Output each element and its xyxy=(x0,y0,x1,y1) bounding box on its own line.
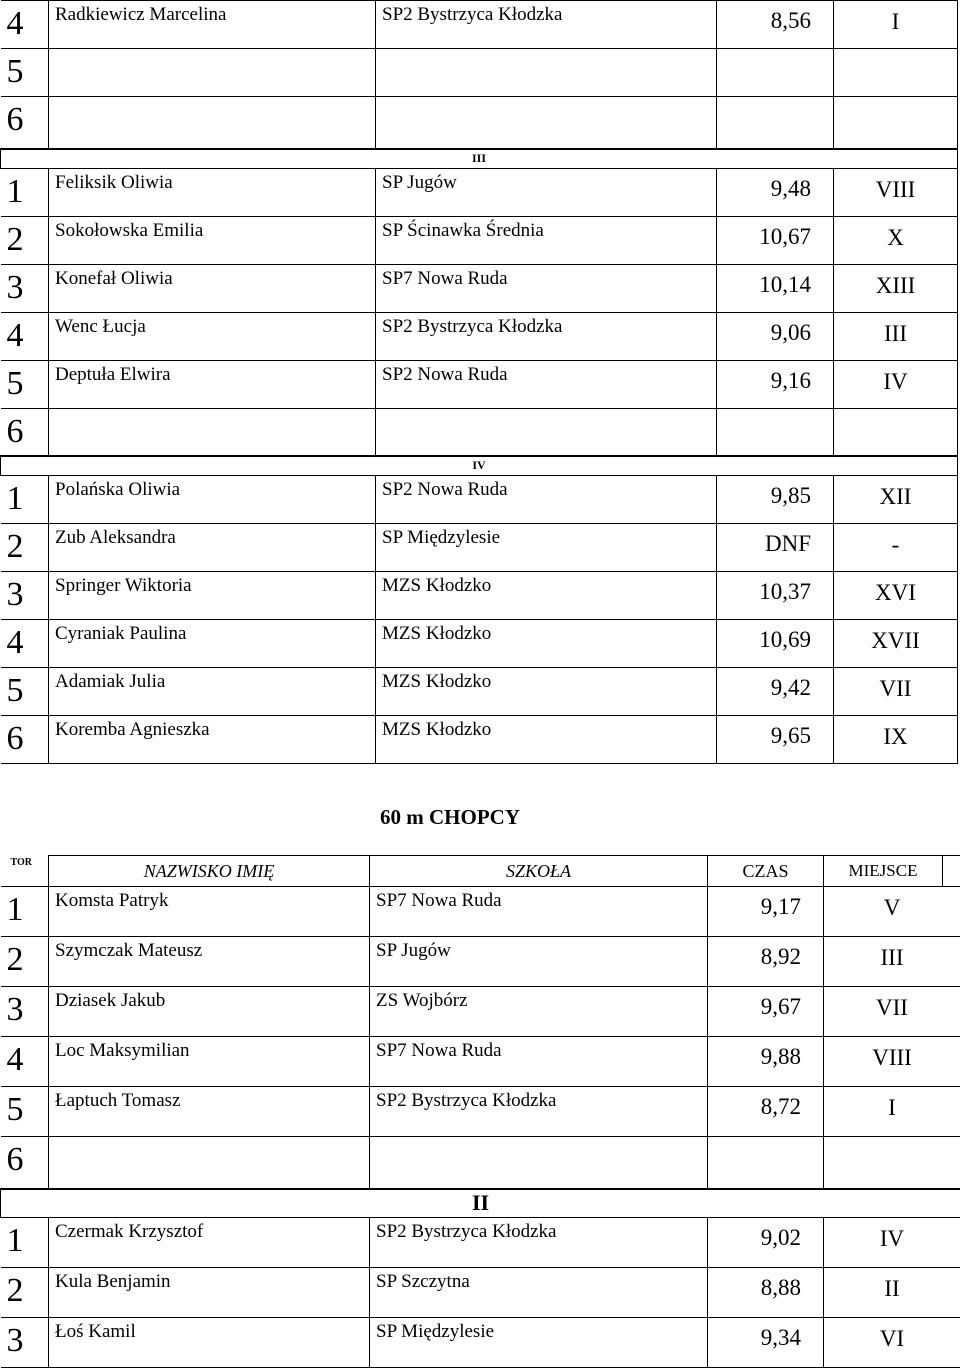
school-cell: SP2 Bystrzyca Kłodzka xyxy=(376,312,717,360)
school-cell: SP2 Bystrzyca Kłodzka xyxy=(376,1,717,49)
place-cell: IV xyxy=(824,1217,960,1267)
name-cell xyxy=(49,49,376,97)
time-cell: 9,42 xyxy=(717,668,834,716)
place-cell: VII xyxy=(834,668,958,716)
table-row xyxy=(1,1087,960,1137)
tor-cell: 4 xyxy=(1,1,49,49)
table-row xyxy=(1,620,958,668)
boys-results-table xyxy=(0,855,960,1368)
name-cell xyxy=(49,97,376,149)
place-cell xyxy=(824,1137,960,1189)
school-cell: MZS Kłodzko xyxy=(376,716,717,764)
time-cell: 9,67 xyxy=(708,987,824,1037)
heat-heading-row xyxy=(1,149,958,169)
time-cell xyxy=(717,408,834,456)
place-cell: VIII xyxy=(834,168,958,216)
time-cell: 8,88 xyxy=(708,1267,824,1317)
tor-cell: 1 xyxy=(1,887,49,937)
place-cell: - xyxy=(834,524,958,572)
tor-cell: 2 xyxy=(1,1267,49,1317)
header-school: SZKOŁA xyxy=(370,856,708,887)
place-cell: VI xyxy=(824,1317,960,1367)
table-row xyxy=(1,49,958,97)
name-cell xyxy=(49,1137,370,1189)
table-row xyxy=(1,1037,960,1087)
tor-cell: 2 xyxy=(1,524,49,572)
name-cell: Konefał Oliwia xyxy=(49,264,376,312)
tor-cell: 5 xyxy=(1,1087,49,1137)
tor-cell: 6 xyxy=(1,716,49,764)
place-cell: XIII xyxy=(834,264,958,312)
time-cell xyxy=(717,49,834,97)
name-cell: Szymczak Mateusz xyxy=(49,937,370,987)
place-cell xyxy=(834,49,958,97)
tor-cell: 3 xyxy=(1,1317,49,1367)
name-cell: Sokołowska Emilia xyxy=(49,216,376,264)
table-row xyxy=(1,524,958,572)
time-cell xyxy=(708,1137,824,1189)
table-row xyxy=(1,408,958,456)
time-cell: 10,67 xyxy=(717,216,834,264)
tor-cell: 6 xyxy=(1,97,49,149)
school-cell xyxy=(376,49,717,97)
place-cell: II xyxy=(824,1267,960,1317)
header-spacer xyxy=(943,856,960,887)
header-tor: TOR xyxy=(1,856,49,887)
tor-cell: 4 xyxy=(1,1037,49,1087)
table-row xyxy=(1,264,958,312)
table-row xyxy=(1,668,958,716)
place-cell: XVI xyxy=(834,572,958,620)
table-row xyxy=(1,716,958,764)
name-cell: Czermak Krzysztof xyxy=(49,1217,370,1267)
time-cell: 9,34 xyxy=(708,1317,824,1367)
name-cell: Feliksik Oliwia xyxy=(49,168,376,216)
name-cell: Kula Benjamin xyxy=(49,1267,370,1317)
time-cell: 8,72 xyxy=(708,1087,824,1137)
tor-cell: 6 xyxy=(1,1137,49,1189)
place-cell: X xyxy=(834,216,958,264)
table-row xyxy=(1,987,960,1037)
table-row xyxy=(1,476,958,524)
table-row xyxy=(1,216,958,264)
place-cell: I xyxy=(834,1,958,49)
tor-cell: 3 xyxy=(1,264,49,312)
name-cell: Zub Aleksandra xyxy=(49,524,376,572)
school-cell: MZS Kłodzko xyxy=(376,572,717,620)
place-cell xyxy=(834,408,958,456)
table-row xyxy=(1,312,958,360)
place-cell: IV xyxy=(834,360,958,408)
school-cell: MZS Kłodzko xyxy=(376,668,717,716)
heat-label: II xyxy=(1,1189,960,1218)
time-cell: 9,85 xyxy=(717,476,834,524)
tor-cell: 2 xyxy=(1,216,49,264)
tor-cell: 1 xyxy=(1,476,49,524)
school-cell: SP7 Nowa Ruda xyxy=(370,887,708,937)
section-title: 60 m CHOPCY xyxy=(380,805,520,830)
tor-cell: 4 xyxy=(1,312,49,360)
school-cell: SP Szczytna xyxy=(370,1267,708,1317)
table-row xyxy=(1,1137,960,1189)
time-cell: 9,65 xyxy=(717,716,834,764)
school-cell xyxy=(370,1137,708,1189)
name-cell: Springer Wiktoria xyxy=(49,572,376,620)
school-cell: SP2 Nowa Ruda xyxy=(376,360,717,408)
name-cell: Cyraniak Paulina xyxy=(49,620,376,668)
school-cell: SP Jugów xyxy=(376,168,717,216)
school-cell xyxy=(376,97,717,149)
name-cell: Łaptuch Tomasz xyxy=(49,1087,370,1137)
name-cell: Dziasek Jakub xyxy=(49,987,370,1037)
time-cell: 9,02 xyxy=(708,1217,824,1267)
name-cell: Deptuła Elwira xyxy=(49,360,376,408)
time-cell: 9,17 xyxy=(708,887,824,937)
time-cell: 9,48 xyxy=(717,168,834,216)
school-cell: SP Jugów xyxy=(370,937,708,987)
tor-cell: 3 xyxy=(1,572,49,620)
name-cell: Wenc Łucja xyxy=(49,312,376,360)
place-cell: XII xyxy=(834,476,958,524)
name-cell xyxy=(49,408,376,456)
place-cell: IX xyxy=(834,716,958,764)
name-cell: Koremba Agnieszka xyxy=(49,716,376,764)
place-cell: V xyxy=(824,887,960,937)
time-cell: 10,69 xyxy=(717,620,834,668)
name-cell: Radkiewicz Marcelina xyxy=(49,1,376,49)
time-cell: 8,56 xyxy=(717,1,834,49)
place-cell: XVII xyxy=(834,620,958,668)
place-cell: III xyxy=(824,937,960,987)
table-row xyxy=(1,1217,960,1267)
name-cell: Adamiak Julia xyxy=(49,668,376,716)
heat-label: III xyxy=(1,149,958,169)
school-cell: SP Ścinawka Średnia xyxy=(376,216,717,264)
header-name: NAZWISKO IMIĘ xyxy=(49,856,370,887)
name-cell: Loc Maksymilian xyxy=(49,1037,370,1087)
time-cell xyxy=(717,97,834,149)
time-cell: 9,88 xyxy=(708,1037,824,1087)
place-cell: I xyxy=(824,1087,960,1137)
school-cell: SP7 Nowa Ruda xyxy=(376,264,717,312)
place-cell xyxy=(834,97,958,149)
heat-heading-row xyxy=(1,456,958,476)
name-cell: Łoś Kamil xyxy=(49,1317,370,1367)
table-row xyxy=(1,360,958,408)
school-cell: SP Międzylesie xyxy=(376,524,717,572)
place-cell: III xyxy=(834,312,958,360)
time-cell: 8,92 xyxy=(708,937,824,987)
time-cell: 10,37 xyxy=(717,572,834,620)
place-cell: VIII xyxy=(824,1037,960,1087)
time-cell: DNF xyxy=(717,524,834,572)
header-place: MIEJSCE xyxy=(824,856,943,887)
school-cell: SP2 Bystrzyca Kłodzka xyxy=(370,1217,708,1267)
table-row xyxy=(1,887,960,937)
name-cell: Polańska Oliwia xyxy=(49,476,376,524)
school-cell: MZS Kłodzko xyxy=(376,620,717,668)
table-row xyxy=(1,1267,960,1317)
table-row xyxy=(1,1317,960,1367)
school-cell xyxy=(376,408,717,456)
table-row xyxy=(1,97,958,149)
school-cell: SP Międzylesie xyxy=(370,1317,708,1367)
table-header-row xyxy=(1,856,960,887)
tor-cell: 6 xyxy=(1,408,49,456)
tor-cell: 4 xyxy=(1,620,49,668)
tor-cell: 1 xyxy=(1,168,49,216)
time-cell: 9,16 xyxy=(717,360,834,408)
table-row xyxy=(1,937,960,987)
school-cell: SP2 Nowa Ruda xyxy=(376,476,717,524)
name-cell: Komsta Patryk xyxy=(49,887,370,937)
tor-cell: 5 xyxy=(1,668,49,716)
header-time: CZAS xyxy=(708,856,824,887)
table-row xyxy=(1,1,958,49)
school-cell: SP2 Bystrzyca Kłodzka xyxy=(370,1087,708,1137)
tor-cell: 1 xyxy=(1,1217,49,1267)
table-row xyxy=(1,168,958,216)
heat-label: IV xyxy=(1,456,958,476)
tor-cell: 2 xyxy=(1,937,49,987)
time-cell: 10,14 xyxy=(717,264,834,312)
school-cell: ZS Wojbórz xyxy=(370,987,708,1037)
tor-cell: 5 xyxy=(1,360,49,408)
heat-heading-row xyxy=(1,1189,960,1218)
place-cell: VII xyxy=(824,987,960,1037)
tor-cell: 5 xyxy=(1,49,49,97)
tor-cell: 3 xyxy=(1,987,49,1037)
table-row xyxy=(1,572,958,620)
school-cell: SP7 Nowa Ruda xyxy=(370,1037,708,1087)
time-cell: 9,06 xyxy=(717,312,834,360)
